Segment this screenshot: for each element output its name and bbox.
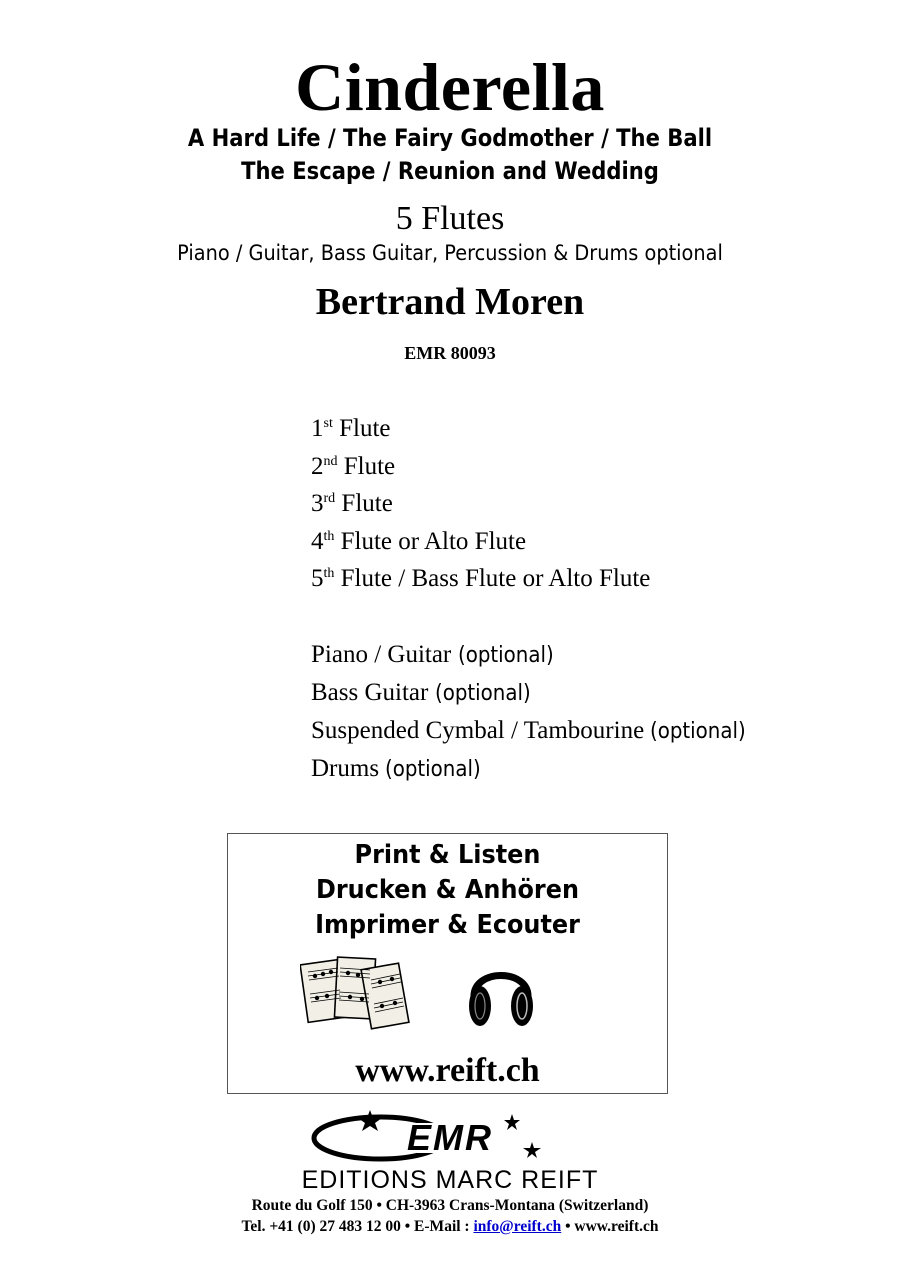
parts-list — [311, 410, 650, 598]
optional-parts-list — [311, 636, 757, 788]
logo-text: EMR — [407, 1117, 493, 1158]
part-item: 1st Flute — [311, 415, 391, 442]
publisher-logo — [240, 1104, 660, 1194]
subtitle-line-1: A Hard Life / The Fairy Godmother / The Ball — [187, 124, 713, 152]
publisher-address: Route du Golf 150 • CH-3963 Crans-Montana (Switzerland) — [251, 1197, 649, 1214]
catalog-number: EMR 80093 — [404, 343, 496, 363]
promo-line-german: Drucken & Anhören — [316, 875, 579, 905]
print-listen-box — [227, 833, 668, 1094]
part-item: 4th Flute or Alto Flute — [311, 527, 527, 555]
scoring: 5 Flutes — [395, 200, 505, 237]
website-text: • www.reift.ch — [561, 1218, 659, 1235]
headphones-icon — [466, 954, 536, 1032]
composer-name: Bertrand Moren — [315, 281, 585, 323]
publisher-contact — [0, 1218, 900, 1236]
optional-instruments: Piano / Guitar, Bass Guitar, Percussion & Drums optional — [177, 241, 723, 265]
website-label: www.reift.ch — [355, 1052, 540, 1089]
optional-part-item: Suspended Cymbal / Tambourine (optional) — [311, 717, 747, 744]
email-link[interactable]: info@reift.ch — [473, 1218, 562, 1235]
optional-part-item: Drums (optional) — [311, 755, 482, 782]
part-item: 3rd Flute — [311, 490, 393, 517]
part-item: 5th Flute / Bass Flute or Alto Flute — [311, 565, 651, 592]
optional-part-item: Piano / Guitar (optional) — [311, 641, 554, 668]
sheet-music-icon — [300, 954, 412, 1034]
promo-line-french: Imprimer & Ecouter — [315, 910, 580, 940]
page-title: Cinderella — [295, 49, 605, 125]
part-item: 2nd Flute — [311, 452, 396, 480]
publisher-name: EDITIONS MARC REIFT — [301, 1166, 599, 1194]
promo-line-english: Print & Listen — [354, 840, 541, 870]
telephone-text: Tel. +41 (0) 27 483 12 00 • E-Mail : — [241, 1218, 474, 1235]
subtitle-line-2: The Escape / Reunion and Wedding — [241, 157, 659, 185]
optional-part-item: Bass Guitar (optional) — [311, 679, 531, 706]
